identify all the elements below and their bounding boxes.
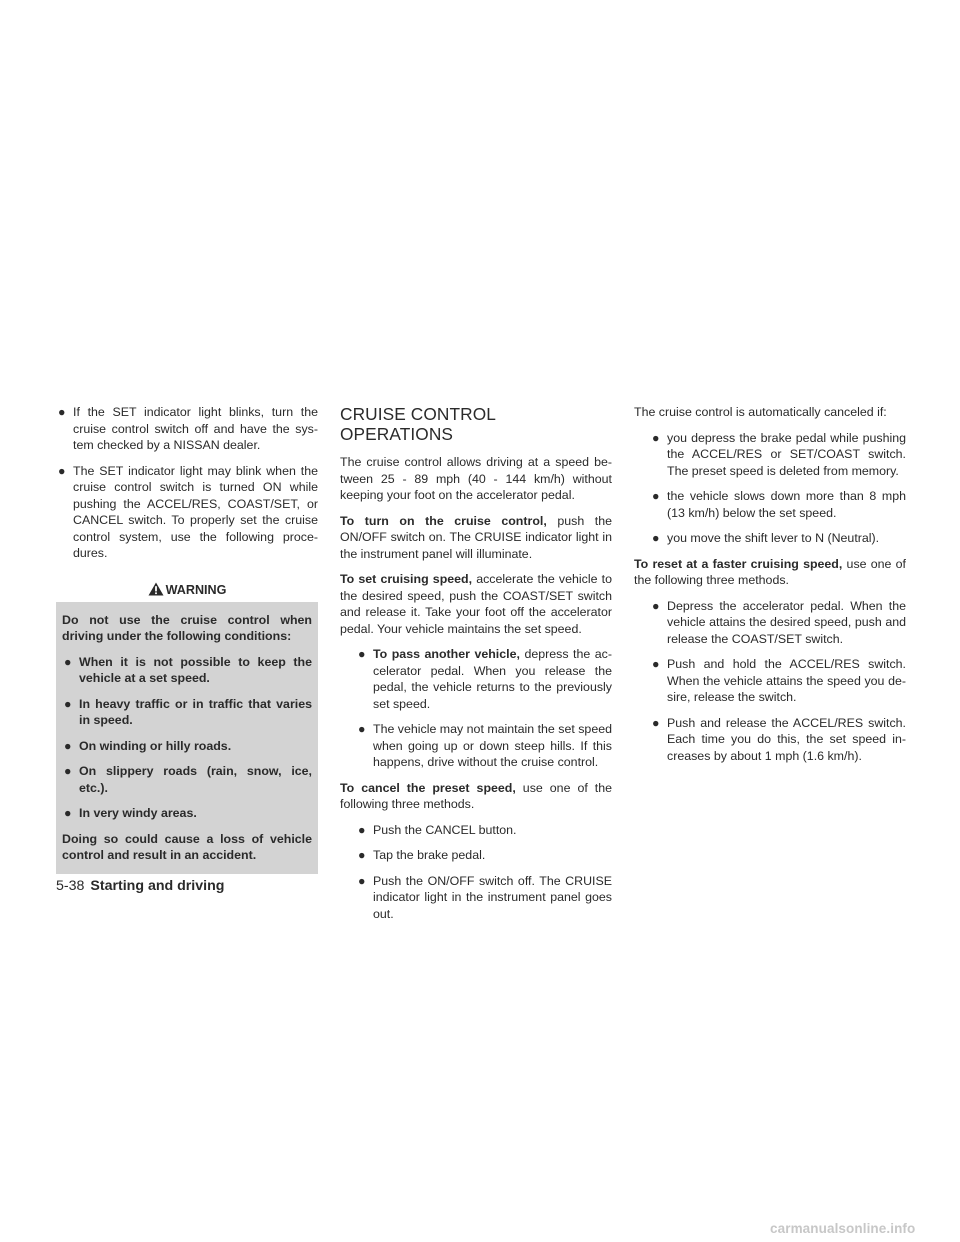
list-item: ● Push the CANCEL button.	[358, 822, 517, 837]
bullet-icon: ●	[64, 764, 72, 778]
page-footer	[56, 878, 224, 894]
list-item: ● To pass another vehicle, depress the ac- celerator pedal. When you release the pedal, the vehicle returns to the previously set speed.	[358, 647, 612, 711]
cancel-paragraph: To cancel the preset speed, use one of the following three methods.	[340, 780, 613, 811]
list-item: ● you move the shift lever to N (Neutral).	[652, 531, 880, 545]
section-name: Starting and driving	[90, 878, 225, 894]
warning-triangle-icon	[148, 582, 164, 601]
list-item: ● Push the ON/OFF switch off. The CRUISE indicator light in the instrument panel goes out.	[358, 873, 612, 921]
set-speed-paragraph: To set cruising speed, accelerate the vehicle to the desired speed, push the COAST/SET switch and release it. Take your foot off the accelerator pedal. Your vehicle maintains the set speed.	[340, 572, 612, 636]
auto-cancel-intro: The cruise control is automatically canceled if:	[634, 405, 887, 419]
watermark: carmanualsonline.info	[770, 1221, 916, 1236]
list-item: ● Push and hold the ACCEL/RES switch. When the vehicle attains the speed you de- sire, release the switch.	[652, 657, 906, 704]
bullet-icon: ●	[652, 715, 660, 730]
list-item: ● The vehicle may not maintain the set speed when going up or down steep hills. If this happens, drive without the cruise control.	[358, 722, 612, 769]
warning-item: ● On slippery roads (rain, snow, ice, etc.).	[64, 764, 312, 795]
bullet-icon: ●	[358, 873, 366, 888]
list-item: ● the vehicle slows down more than 8 mph (13 km/h) below the set speed.	[652, 489, 906, 520]
warning-box	[56, 576, 318, 874]
intro-paragraph: The cruise control allows driving at a speed be- tween 25 - 89 mph (40 - 144 km/h) without keeping your foot on the accelerator pedal.	[340, 455, 612, 502]
bullet-icon: ●	[58, 405, 66, 419]
reset-paragraph: To reset at a faster cruising speed, use one of the following three methods.	[634, 556, 906, 587]
bullet-icon: ●	[64, 696, 72, 711]
warning-item: ● On winding or hilly roads.	[64, 738, 232, 753]
warning-item: ● In heavy traffic or in traffic that varies in speed.	[64, 696, 312, 727]
column-left	[56, 404, 318, 874]
list-item: ● Depress the accelerator pedal. When the vehicle attains the desired speed, push and release the COAST/SET switch.	[652, 598, 906, 646]
warning-closing: Doing so could cause a loss of vehicle control and result in an accident.	[62, 831, 312, 862]
bullet-icon: ●	[652, 598, 660, 613]
bullet-icon: ●	[358, 848, 366, 862]
bullet-icon: ●	[64, 654, 72, 669]
warning-header	[56, 576, 318, 602]
bullet-icon: ●	[58, 463, 66, 478]
bullet-icon: ●	[358, 722, 366, 736]
warning-intro: Do not use the cruise control when driving under the following conditions:	[62, 612, 312, 643]
turn-on-paragraph: To turn on the cruise control, push the ON/OFF switch on. The CRUISE indicator light in the instrument panel will illuminate.	[340, 513, 612, 561]
list-item: ● If the SET indicator light blinks, turn the cruise control switch off and have the sys- tem checked by a NISSAN dealer.	[58, 405, 318, 452]
list-item: ● The SET indicator light may blink when the cruise control switch is turned ON while pushing the ACCEL/RES, COAST/SET, or CANCEL switch. To properly set the cruise control system, use the following proce- dures.	[58, 463, 318, 560]
bullet-icon: ●	[652, 531, 660, 545]
bullet-icon: ●	[358, 822, 366, 837]
list-item: ● Tap the brake pedal.	[358, 848, 486, 862]
warning-item: ● In very windy areas.	[64, 806, 197, 820]
bullet-icon: ●	[652, 489, 660, 503]
bullet-icon: ●	[358, 647, 366, 661]
section-heading: CRUISE CONTROL OPERATIONS	[340, 404, 496, 444]
bullet-icon: ●	[652, 657, 660, 671]
bullet-icon: ●	[64, 806, 72, 820]
list-item: ● you depress the brake pedal while pushing the ACCEL/RES or SET/COAST switch. The preset speed is deleted from memory.	[652, 430, 906, 478]
bullet-icon: ●	[64, 738, 72, 753]
column-right	[634, 404, 906, 773]
warning-title: WARNING	[165, 582, 227, 597]
bullet-icon: ●	[652, 430, 660, 445]
column-middle	[340, 404, 612, 931]
warning-item: ● When it is not possible to keep the vehicle at a set speed.	[64, 654, 312, 685]
list-item: ● Push and release the ACCEL/RES switch. Each time you do this, the set speed in- creases by about 1 mph (1.6 km/h).	[652, 715, 906, 763]
page-number: 5-38	[56, 878, 85, 894]
